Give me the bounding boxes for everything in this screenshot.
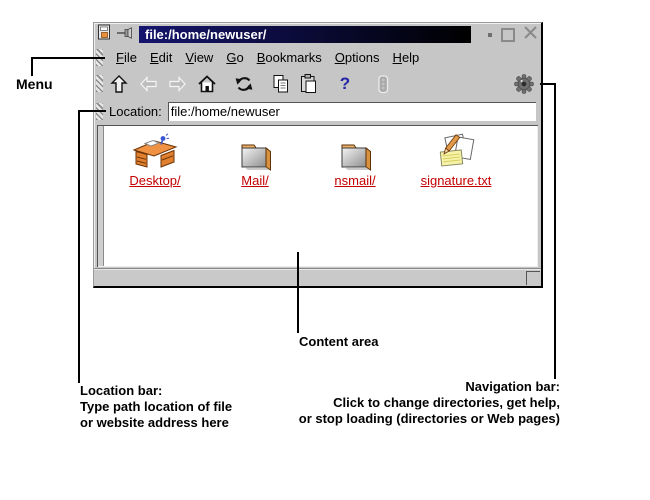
menu-item-options[interactable]: Options [334,50,380,65]
annotation-line: or stop loading (directories or Web pages) [298,411,560,426]
desk-icon[interactable] [110,131,200,171]
navigation-toolbar [94,69,541,98]
location-bar-annotation [80,383,232,431]
annotation-line: Type path location of file [80,399,233,414]
file-link[interactable]: nsmail/ [334,173,376,188]
folder-icon[interactable] [310,131,400,171]
menu-item-go[interactable]: Go [226,50,244,65]
file-item[interactable] [110,131,200,188]
location-callout-line [78,110,106,112]
menu-item-file[interactable]: File [116,50,137,65]
paste-icon[interactable] [297,72,321,96]
note-icon[interactable] [411,131,501,171]
menu-item-edit[interactable]: Edit [149,50,173,65]
title-bar[interactable] [94,23,541,46]
navigation-bar-annotation [250,379,560,427]
menu-callout-line [31,57,105,59]
copy-icon[interactable] [269,72,293,96]
file-manager-window [93,22,543,288]
back-arrow-icon [137,72,161,96]
menu-item-bookmarks[interactable]: Bookmarks [256,50,322,65]
file-link[interactable]: Mail/ [241,173,269,188]
kfm-app-icon[interactable] [97,24,112,46]
menu-callout-line [31,57,33,76]
content-callout-line [297,252,299,333]
location-bar [94,98,541,124]
toolbar-drag-handle[interactable] [96,75,103,92]
annotation-line: Location bar: [80,383,163,398]
annotation-line: Click to change directories, get help, [333,395,560,410]
menu-item-view[interactable]: View [185,50,214,65]
navigation-callout-line [554,83,556,379]
content-area-annotation: Content area [299,334,379,349]
annotation-line: or website address here [80,415,229,430]
up-arrow-icon[interactable] [107,72,131,96]
horizontal-scrollbar[interactable] [94,268,541,286]
menu-annotation: Menu [16,76,53,92]
menu-bar [94,46,541,69]
folder-icon[interactable] [210,131,300,171]
forward-arrow-icon [165,72,189,96]
content-area[interactable] [97,125,538,267]
location-callout-line [78,110,80,383]
vertical-scrollbar[interactable] [98,126,104,266]
file-item[interactable] [210,131,300,188]
gear-icon[interactable] [512,72,536,96]
file-link[interactable]: signature.txt [420,173,492,188]
help-icon[interactable]: ? [339,74,351,93]
menu-item-help[interactable]: Help [392,50,420,65]
file-link[interactable]: Desktop/ [129,173,181,188]
location-input[interactable] [168,102,536,121]
maximize-button[interactable] [501,28,515,42]
annotation-line: Navigation bar: [465,379,560,394]
location-label: Location: [109,103,162,119]
pin-icon[interactable] [117,26,135,44]
window-title: file:/home/newuser/ [139,26,471,43]
resize-grip[interactable] [526,271,540,285]
close-button[interactable] [524,26,537,44]
home-icon[interactable] [195,72,219,96]
minimize-button[interactable] [488,33,492,37]
file-item[interactable] [310,131,400,188]
stop-icon [371,72,395,96]
reload-icon[interactable] [232,72,256,96]
file-item[interactable] [411,131,501,188]
